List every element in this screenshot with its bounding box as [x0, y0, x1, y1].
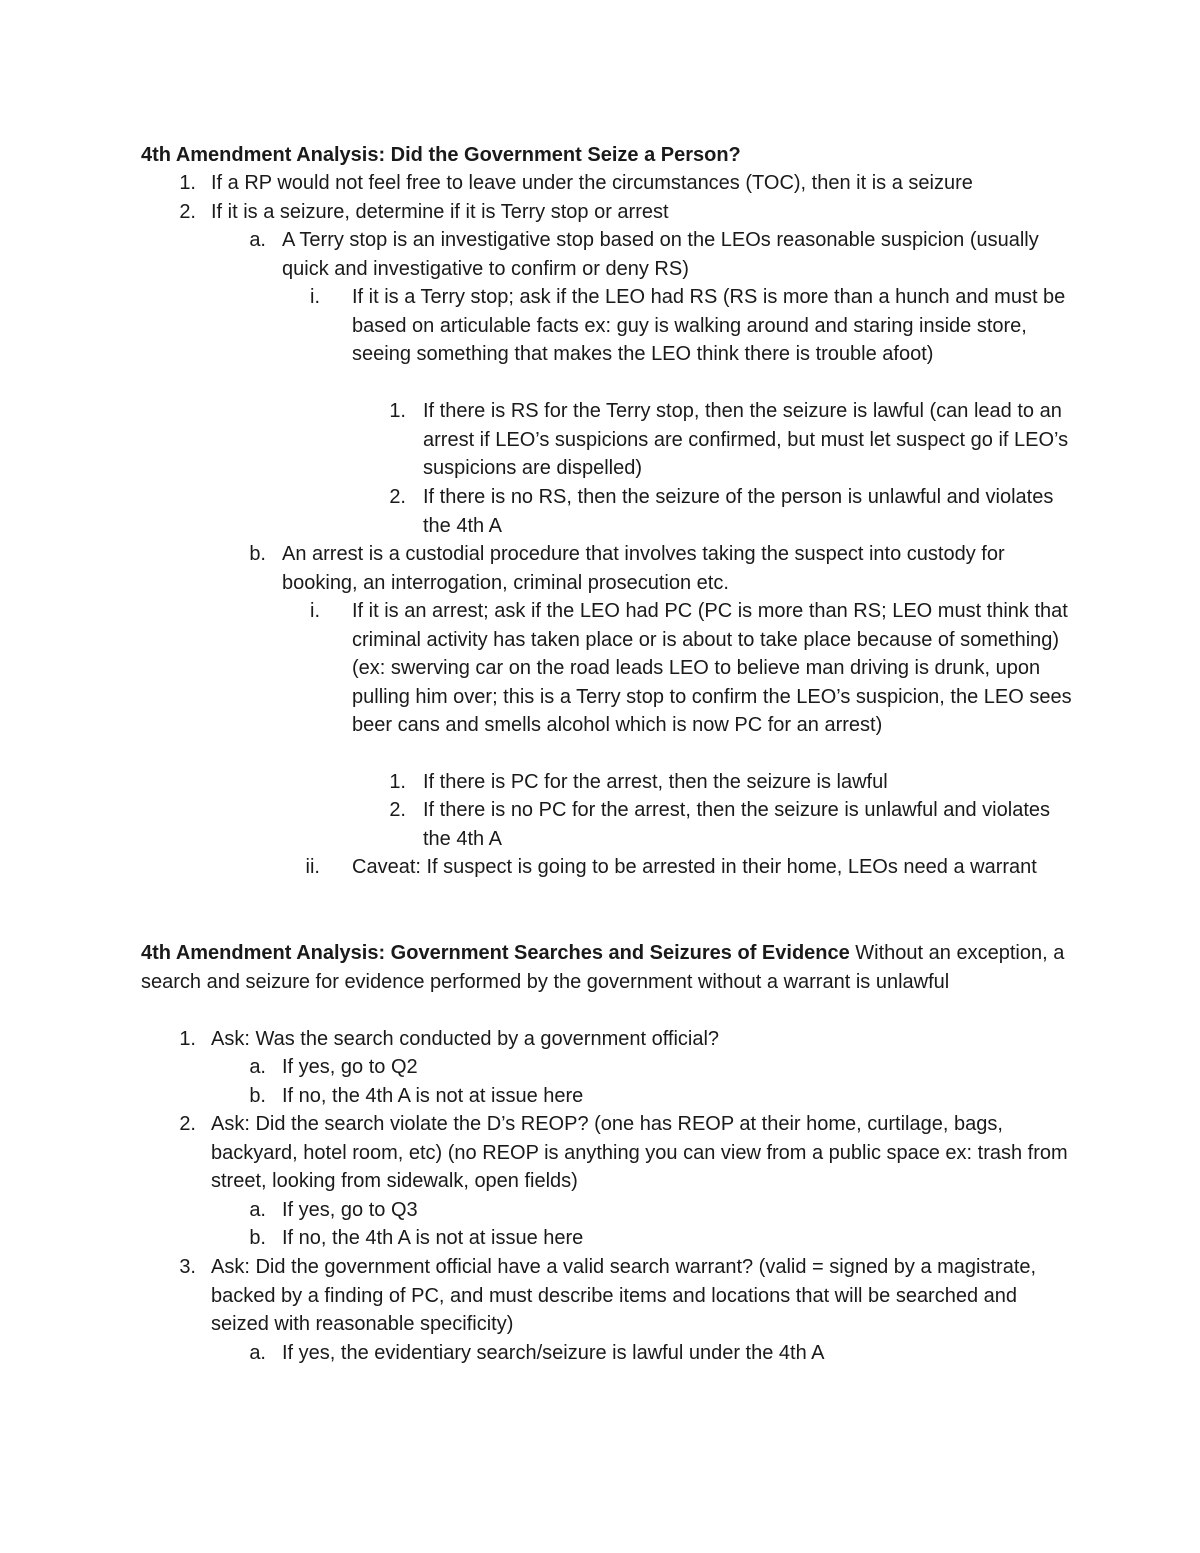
section-heading-searches-evidence: 4th Amendment Analysis: Government Searches and Seizures of Evidence [141, 942, 850, 964]
list-item-text: If there is PC for the arrest, then the seizure is lawful [423, 771, 888, 793]
list-marker: a. [249, 1342, 266, 1364]
list-marker: a. [249, 229, 266, 251]
list-marker: b. [249, 543, 266, 565]
section-intro-text: Without an exception, a search and seizure for evidence performed by the government without a warrant is unlawful [141, 942, 1065, 993]
list-marker: 2. [179, 201, 196, 223]
list-item-text: Ask: Did the search violate the D’s REOP? (one has REOP at their home, curtilage, bags, backyard, hotel room, etc) (no REOP is anything you can view from a public space ex: trash from street, looking from sidewalk, open fields) [211, 1113, 1068, 1193]
list-marker: a. [249, 1056, 266, 1078]
list-item-text: If it is a Terry stop; ask if the LEO had RS (RS is more than a hunch and must be based on articulable facts ex: guy is walking around and staring inside store, seeing something that makes the LEO think there is trouble afoot) [352, 286, 1066, 366]
list-item-text: Ask: Did the government official have a valid search warrant? (valid = signed by a magistrate, backed by a finding of PC, and must describe items and locations that will be searched and seized with reasonable specificity) [211, 1256, 1037, 1336]
list-item-text: If it is a seizure, determine if it is Terry stop or arrest [211, 201, 669, 223]
list-marker: 1. [389, 771, 406, 793]
list-item-text: Caveat: If suspect is going to be arrested in their home, LEOs need a warrant [352, 856, 1037, 878]
list-marker: ii. [305, 856, 320, 878]
list-marker: a. [249, 1199, 266, 1221]
list-marker: b. [249, 1085, 266, 1107]
list-item-text: If yes, go to Q2 [282, 1056, 418, 1078]
list-item-text: An arrest is a custodial procedure that involves taking the suspect into custody for booking, an interrogation, criminal prosecution etc. [282, 543, 1005, 594]
list-marker: 2. [389, 799, 406, 821]
list-marker: 2. [179, 1113, 196, 1135]
list-item-text: If it is an arrest; ask if the LEO had PC (PC is more than RS; LEO must think that criminal activity has taken place or is about to take place because of something) (ex: swerving car on the road leads LEO to believe man driving is drunk, upon pulling him over; this is a Terry stop to confirm the LEO’s suspicion, the LEO sees beer cans and smells alcohol which is now PC for an arrest) [352, 600, 1072, 737]
section-intro-paragraph [141, 939, 1071, 996]
list-item-text: If yes, the evidentiary search/seizure is lawful under the 4th A [282, 1342, 825, 1364]
list-marker: 2. [389, 486, 406, 508]
list-item-text: If no, the 4th A is not at issue here [282, 1227, 584, 1249]
list-marker: 1. [179, 1028, 196, 1050]
list-item-text: If a RP would not feel free to leave under the circumstances (TOC), then it is a seizure [211, 172, 973, 194]
list-item-text: If there is RS for the Terry stop, then the seizure is lawful (can lead to an arrest if LEO’s suspicions are confirmed, but must let suspect go if LEO’s suspicions are dispelled) [423, 400, 1069, 480]
list-item-text: If there is no RS, then the seizure of the person is unlawful and violates the 4th A [423, 486, 1054, 537]
list-item-text: If there is no PC for the arrest, then the seizure is unlawful and violates the 4th A [423, 799, 1050, 850]
list-item-text: Ask: Was the search conducted by a government official? [211, 1028, 720, 1050]
list-marker: 1. [389, 400, 406, 422]
list-item-text: If no, the 4th A is not at issue here [282, 1085, 584, 1107]
list-marker: 1. [179, 172, 196, 194]
list-item-text: If yes, go to Q3 [282, 1199, 418, 1221]
list-marker: b. [249, 1227, 266, 1249]
list-item-text: A Terry stop is an investigative stop based on the LEOs reasonable suspicion (usually quick and investigative to confirm or deny RS) [282, 229, 1039, 280]
list-marker: 3. [179, 1256, 196, 1278]
section-heading-seize-person: 4th Amendment Analysis: Did the Government Seize a Person? [141, 144, 741, 166]
list-marker: i. [310, 600, 320, 622]
list-marker: i. [310, 286, 320, 308]
